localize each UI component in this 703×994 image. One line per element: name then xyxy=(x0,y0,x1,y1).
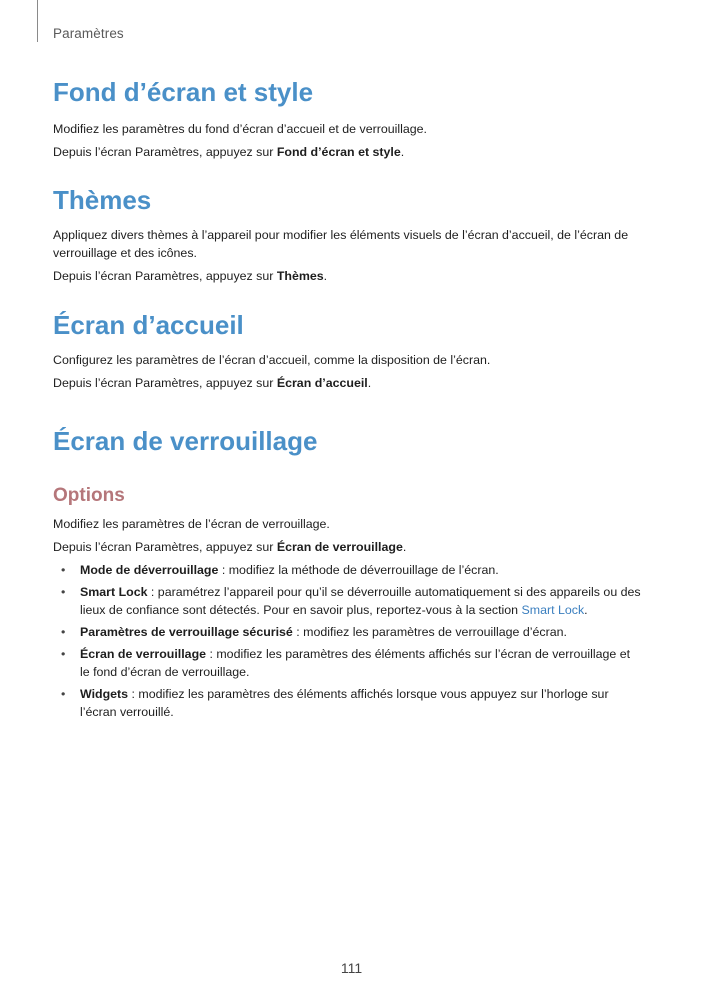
menu-path-fond-ecran-style: Fond d’écran et style xyxy=(276,144,401,159)
instruction-prefix: Depuis l’écran Paramètres, appuyez sur xyxy=(53,144,277,159)
navigation-instruction xyxy=(53,267,643,285)
menu-path-themes: Thèmes xyxy=(276,268,324,283)
list-item xyxy=(53,685,643,721)
option-term: Widgets xyxy=(80,687,129,702)
option-description-end: . xyxy=(584,603,588,618)
list-item xyxy=(53,561,643,579)
option-description: : modifiez les paramètres des éléments affichés lorsque vous appuyez sur l’horloge sur l’écran verrouillé. xyxy=(80,687,609,720)
instruction-suffix: . xyxy=(367,375,372,390)
section-title: Écran de verrouillage xyxy=(53,425,318,456)
option-description: : modifiez les paramètres de verrouillage d’écran. xyxy=(292,625,567,640)
option-description: : paramétrez l’appareil pour qu’il se déverrouille automatiquement si des appareils ou des lieux de confiance sont détectés. Pour en savoir plus, reportez-vous à la section xyxy=(80,585,641,618)
bullet-icon: • xyxy=(61,647,66,662)
section-title: Écran d’accueil xyxy=(53,309,244,340)
section-description: Appliquez divers thèmes à l’appareil pour modifier les éléments visuels de l’écran d’accueil, de l’écran de verrouillage et des icônes. xyxy=(53,227,629,260)
instruction-suffix: . xyxy=(400,144,405,159)
header-rule xyxy=(37,0,38,42)
navigation-instruction xyxy=(53,374,643,392)
section-description: Modifiez les paramètres du fond d’écran d’accueil et de verrouillage. xyxy=(53,121,427,136)
section-themes xyxy=(53,186,643,285)
subsection-description: Modifiez les paramètres de l’écran de verrouillage. xyxy=(53,517,330,532)
option-description: : modifiez la méthode de déverrouillage de l’écran. xyxy=(218,563,499,578)
running-header: Paramètres xyxy=(53,26,124,41)
options-list xyxy=(53,561,643,721)
menu-path-ecran-verrouillage: Écran de verrouillage xyxy=(276,540,403,555)
navigation-instruction xyxy=(53,538,643,556)
option-term: Smart Lock xyxy=(80,585,148,600)
instruction-prefix: Depuis l’écran Paramètres, appuyez sur xyxy=(53,268,277,283)
page-number: 111 xyxy=(340,960,363,976)
list-item xyxy=(53,645,643,681)
bullet-icon: • xyxy=(61,563,66,578)
subsection-title-options: Options xyxy=(53,484,125,506)
section-fond-ecran-style xyxy=(53,78,643,161)
list-item xyxy=(53,623,643,641)
instruction-suffix: . xyxy=(402,540,407,555)
bullet-icon: • xyxy=(61,625,66,640)
option-term: Mode de déverrouillage xyxy=(80,563,219,578)
section-ecran-accueil xyxy=(53,311,643,392)
option-term: Paramètres de verrouillage sécurisé xyxy=(80,625,293,640)
instruction-prefix: Depuis l’écran Paramètres, appuyez sur xyxy=(53,540,277,555)
section-ecran-verrouillage xyxy=(53,427,643,722)
smart-lock-link[interactable]: Smart Lock xyxy=(521,603,585,618)
menu-path-ecran-accueil: Écran d’accueil xyxy=(276,375,368,390)
option-description: : modifiez les paramètres des éléments affichés sur l’écran de verrouillage et le fond d’écran de verrouillage. xyxy=(80,647,631,680)
page-content xyxy=(53,78,643,721)
section-title: Fond d’écran et style xyxy=(53,77,314,107)
bullet-icon: • xyxy=(61,687,66,702)
section-description: Configurez les paramètres de l’écran d’accueil, comme la disposition de l’écran. xyxy=(53,352,491,367)
list-item xyxy=(53,583,643,619)
bullet-icon: • xyxy=(61,585,66,600)
section-title: Thèmes xyxy=(53,184,152,215)
navigation-instruction xyxy=(53,143,643,161)
option-term: Écran de verrouillage xyxy=(80,647,207,662)
instruction-suffix: . xyxy=(323,268,328,283)
instruction-prefix: Depuis l’écran Paramètres, appuyez sur xyxy=(53,375,277,390)
